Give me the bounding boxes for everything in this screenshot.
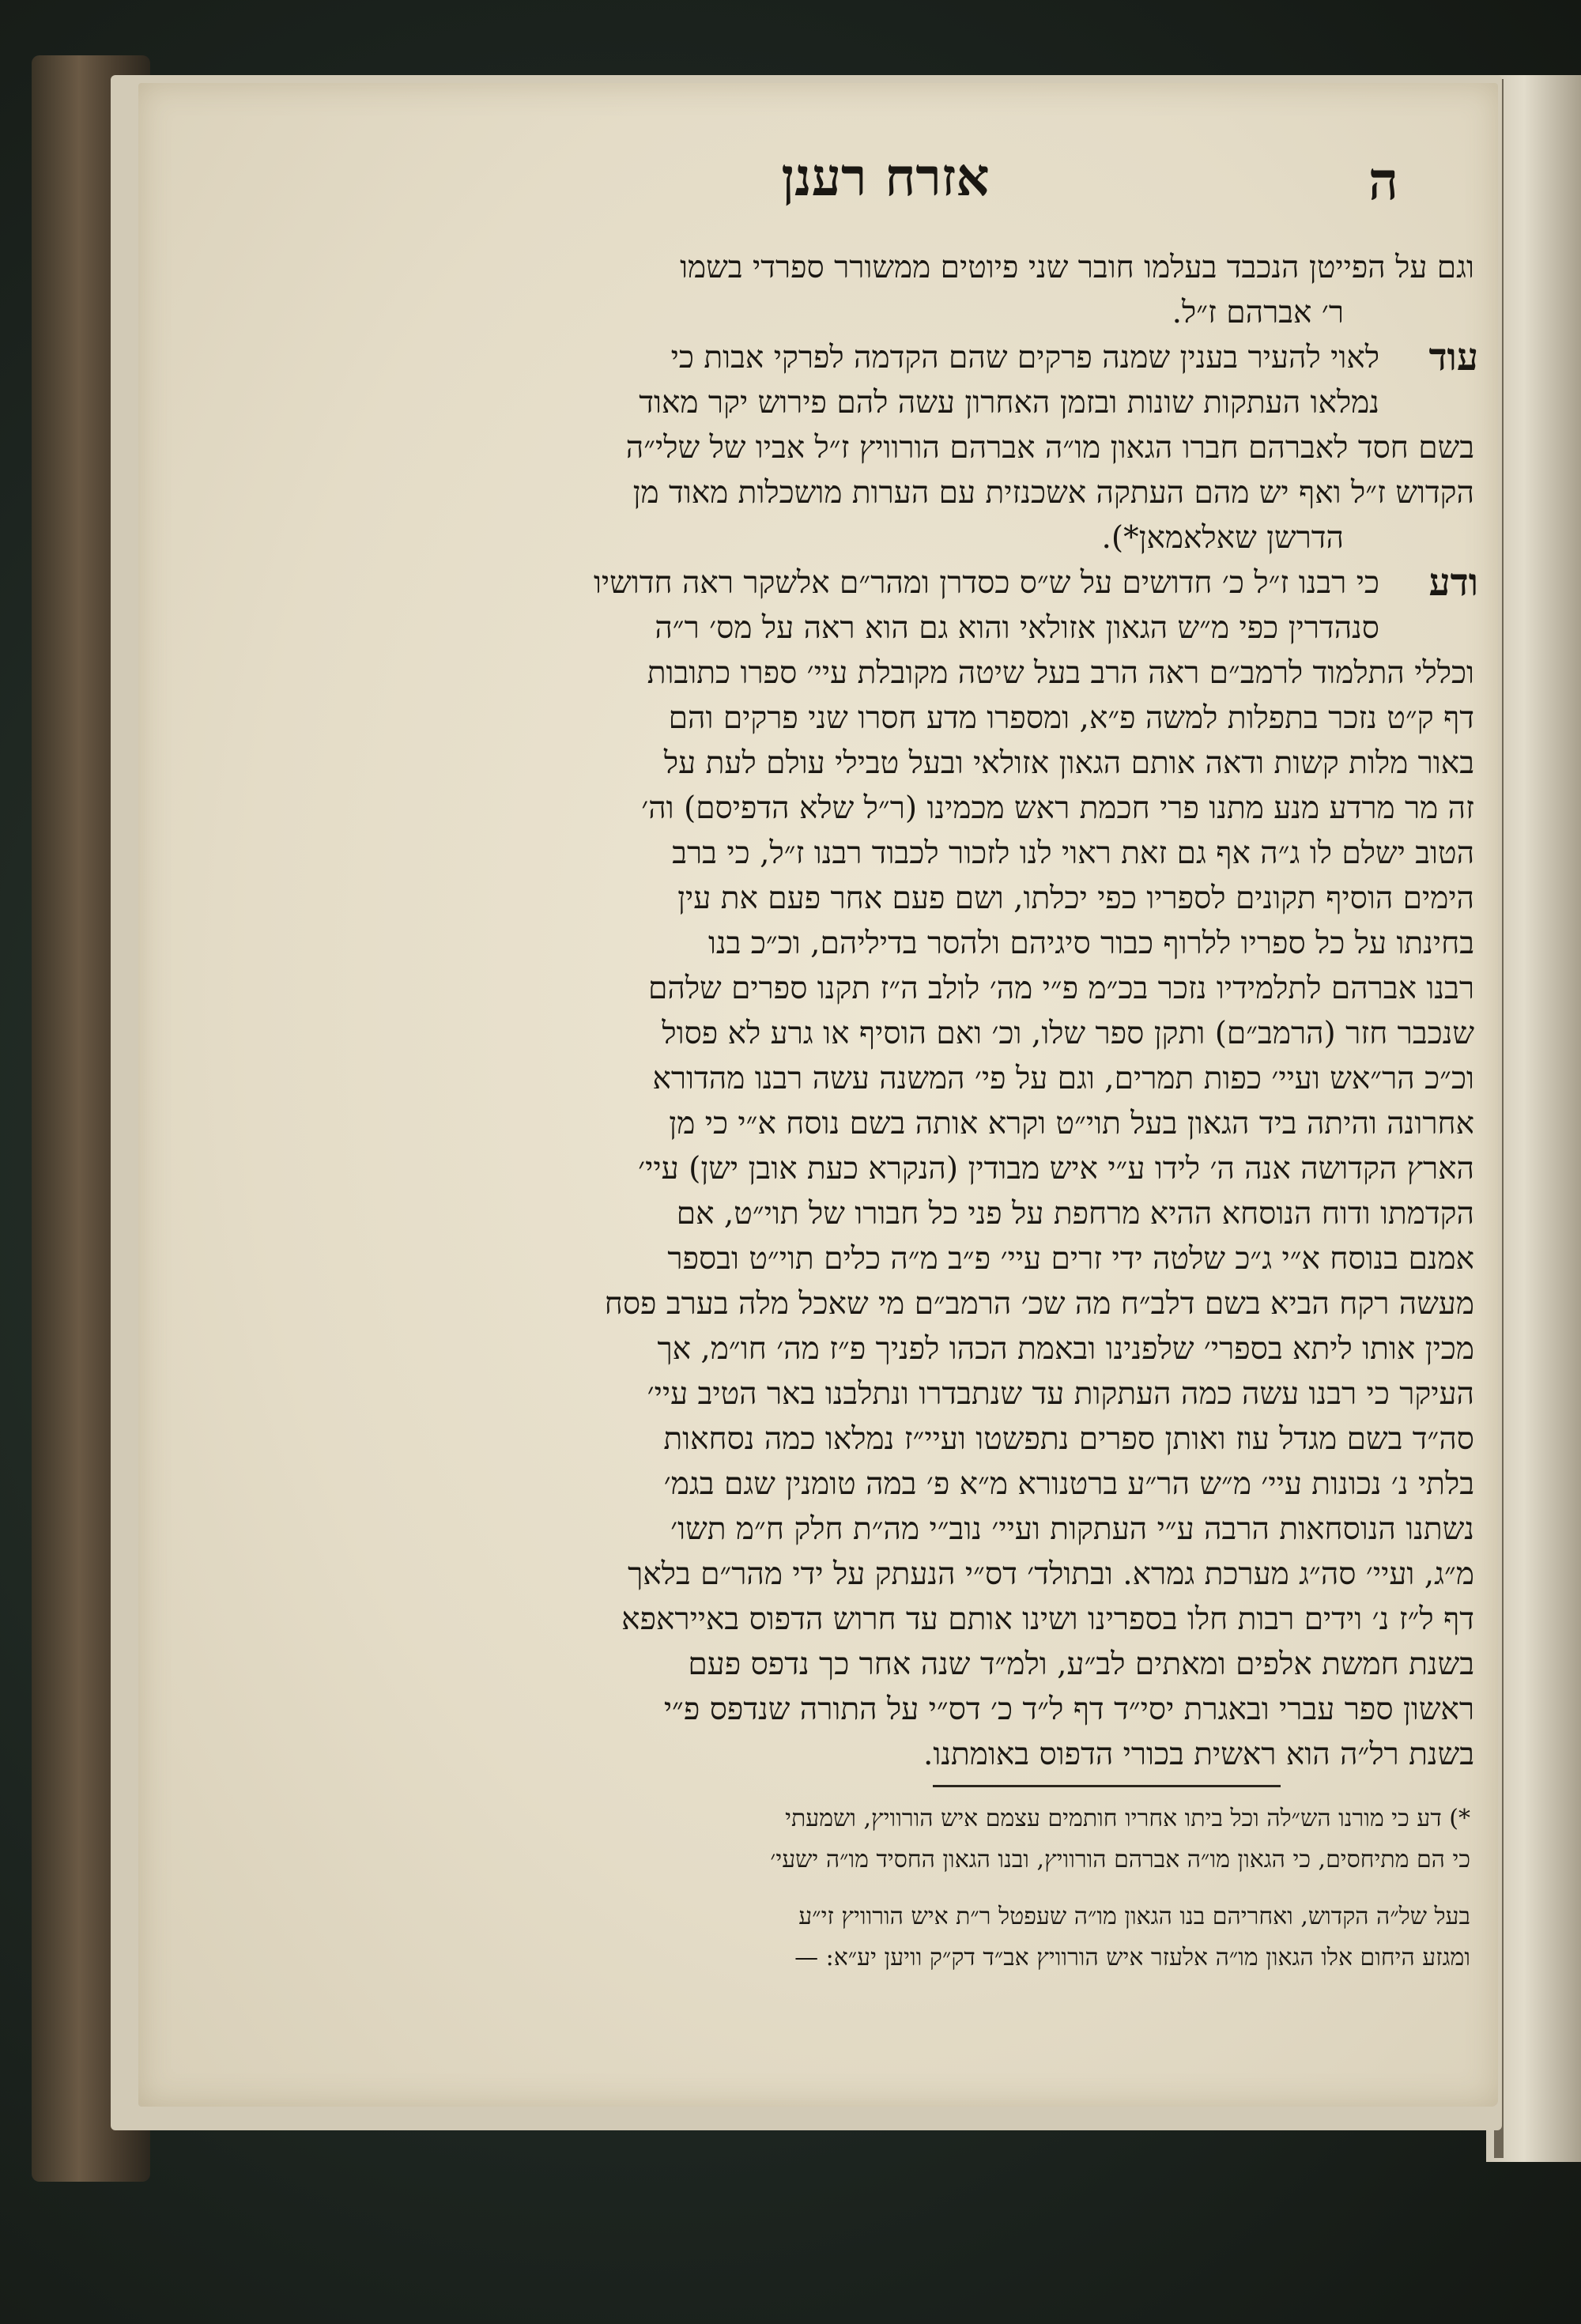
text-line: מ״ג, ועיי׳ סה״ג מערכת גמרא. ובתולד׳ דס״י הנעתק על ידי מהר״ם בלאך: [628, 1556, 1474, 1592]
text-line: בשנת רל״ה הוא ראשית בכורי הדפוס באומתנו.: [923, 1737, 1474, 1772]
text-line: בחינתו על כל ספריו ללרוף כבור סיגיהם ולהסר בדיליהם, וכ״כ בנו: [707, 926, 1474, 961]
text-line: סה״ד בשם מגדל עוז ואותן ספרים נתפשטו ועיי״ז נמלאו כמה נסחאות: [663, 1421, 1474, 1457]
text-line: אמנם בנוסח א״י ג״כ שלטה ידי זרים עיי׳ פ״ב מ״ה כלים תוי״ט ובספר: [667, 1241, 1474, 1277]
text-line: הקדוש ז״ל ואף יש מהם העתקה אשכנזית עם הערות מושכלות מאוד מן: [632, 475, 1474, 511]
text-line: דף ל״ז נ׳ וידים רבות חלו בספרינו ושינו אותם עד חרוש הדפוס באייראפא: [621, 1602, 1474, 1637]
page-number: ה: [1368, 150, 1398, 212]
text-line: הטוב ישלם לו ג״ה אף גם זאת ראוי לנו לזכור לכבוד רבנו ז״ל, כי ברב: [672, 836, 1474, 871]
text-line: כי רבנו ז״ל כ׳ חדושים על ש״ס כסדרן ומהר״ם אלשקר ראה חדושיו: [593, 565, 1379, 601]
text-line: נמלאו העתקות שונות ובזמן האחרון עשה להם פירוש יקר מאוד: [639, 385, 1379, 421]
text-line: מכין אותו ליתא בספרי׳ שלפנינו ובאמת הכהו לפניך פ״ז מה׳ חו״מ, אך: [657, 1331, 1474, 1367]
text-line: העיקר כי רבנו עשה כמה העתקות עד שנתבדרו ונתלבנו באר הטיב עיי׳: [647, 1376, 1474, 1412]
lead-word-veda: ודע: [1428, 560, 1478, 605]
text-line: וכ״כ הר״אש ועיי׳ כפות תמרים, וגם על פי׳ המשנה עשה רבנו מהדורא: [652, 1061, 1474, 1096]
footnote-line: בעל של״ה הקדוש, ואחריהם בנו הגאון מו״ה שעפטל ר״ת איש הורוויץ זי״ע: [798, 1903, 1470, 1930]
text-line: הקדמתו ודוח הנוסחא ההיא מרחפת על פני כל חבורו של תוי״ט, אם: [676, 1196, 1474, 1232]
text-line: ראשון ספר עברי ובאגרת יסי״ד דף ל״ד כ׳ דס״י על התורה שנדפס פ״י: [663, 1692, 1474, 1727]
text-line: הדרשן שאלאמאן*).: [1101, 520, 1344, 556]
footnote-line: *) דע כי מורנו הש״לה וכל ביתו אחריו חותמים עצמם איש הורוויץ, ושמעתי: [785, 1805, 1470, 1832]
text-line: בלתי נ׳ נכונות עיי׳ מ״ש הר״ע ברטנורא מ״א פ׳ במה טומנין שגם בגמ׳: [663, 1466, 1474, 1502]
text-line: וגם על הפייטן הנכבד בעלמו חובר שני פיוטים ממשורר ספרדי בשמו: [680, 250, 1474, 285]
footnote-rule: [933, 1785, 1281, 1787]
text-line: נשתנו הנוסחאות הרבה ע״י העתקות ועיי׳ נוב״י מה״ת חלק ח״מ תשו׳: [670, 1511, 1474, 1547]
text-line: רבנו אברהם לתלמידיו נזכר בכ״מ פ״י מה׳ לולב ה״ז תקנו ספרים שלהם: [648, 971, 1474, 1006]
text-line: הארץ הקדושה אנה ה׳ לידו ע״י איש מבודין (הנקרא כעת אובן ישן) עיי׳: [638, 1151, 1474, 1187]
text-line: לאוי להעיר בענין שמנה פרקים שהם הקדמה לפרקי אבות כי: [670, 340, 1379, 375]
footnote-line: ומגזע היחום אלו הגאון מו״ה אלעזר איש הורוויץ אב״ד דק״ק וויען יע״א: —: [794, 1944, 1470, 1971]
text-line: מעשה רקח הביא בשם דלב״ח מה שכ׳ הרמב״ם מי שאכל מלה בערב פסח: [604, 1286, 1474, 1322]
text-line: אחרונה והיתה ביד הגאון בעל תוי״ט וקרא אותה בשם נוסח א״י כי מן: [669, 1106, 1474, 1141]
text-line: באור מלות קשות ודאה אותם הגאון אזולאי ובעל טבילי עולם לעת על: [663, 745, 1474, 781]
lead-word-od: עוד: [1428, 335, 1478, 379]
text-line: סנהדרין כפי מ״ש הגאון אזולאי והוא גם הוא ראה על מס׳ ר״ה: [655, 610, 1379, 646]
text-line: הימים הוסיף תקונים לספריו כפי יכלתו, ושם פעם אחר פעם את עין: [677, 881, 1474, 916]
text-line: שנכבר חזר (הרמב״ם) ותקן ספר שלו, וכ׳ ואם הוסיף או גרע לא פסול: [662, 1016, 1474, 1051]
text-line: זה מר מרדע מנע מתנו פרי חכמת ראש מכמינו (ר״ל שלא הדפיסם) וה׳: [641, 790, 1474, 826]
footnote-line: כי הם מתיחסים, כי הגאון מו״ה אברהם הורוויץ, ובנו הגאון החסיד מו״ה ישעי׳: [770, 1846, 1470, 1873]
text-line: ר׳ אברהם ז״ל.: [1172, 295, 1344, 330]
running-header-title: אזרח רענן: [781, 146, 990, 208]
text-line: בשנת חמשת אלפים ומאתים לב״ע, ולמ״ד שנה אחר כך נדפס פעם: [688, 1647, 1474, 1682]
text-line: בשם חסד לאברהם חברו הגאון מו״ה אברהם הורוויץ ז״ל אביו של שלי״ה: [625, 430, 1474, 466]
text-line: דף ק״ט נזכר בתפלות למשה פ״א, ומספרו מדע חסרו שני פרקים והם: [668, 700, 1474, 736]
text-line: וכללי התלמוד לרמב״ם ראה הרב בעל שיטה מקובלת עיי׳ ספרו כתובות: [647, 655, 1474, 691]
